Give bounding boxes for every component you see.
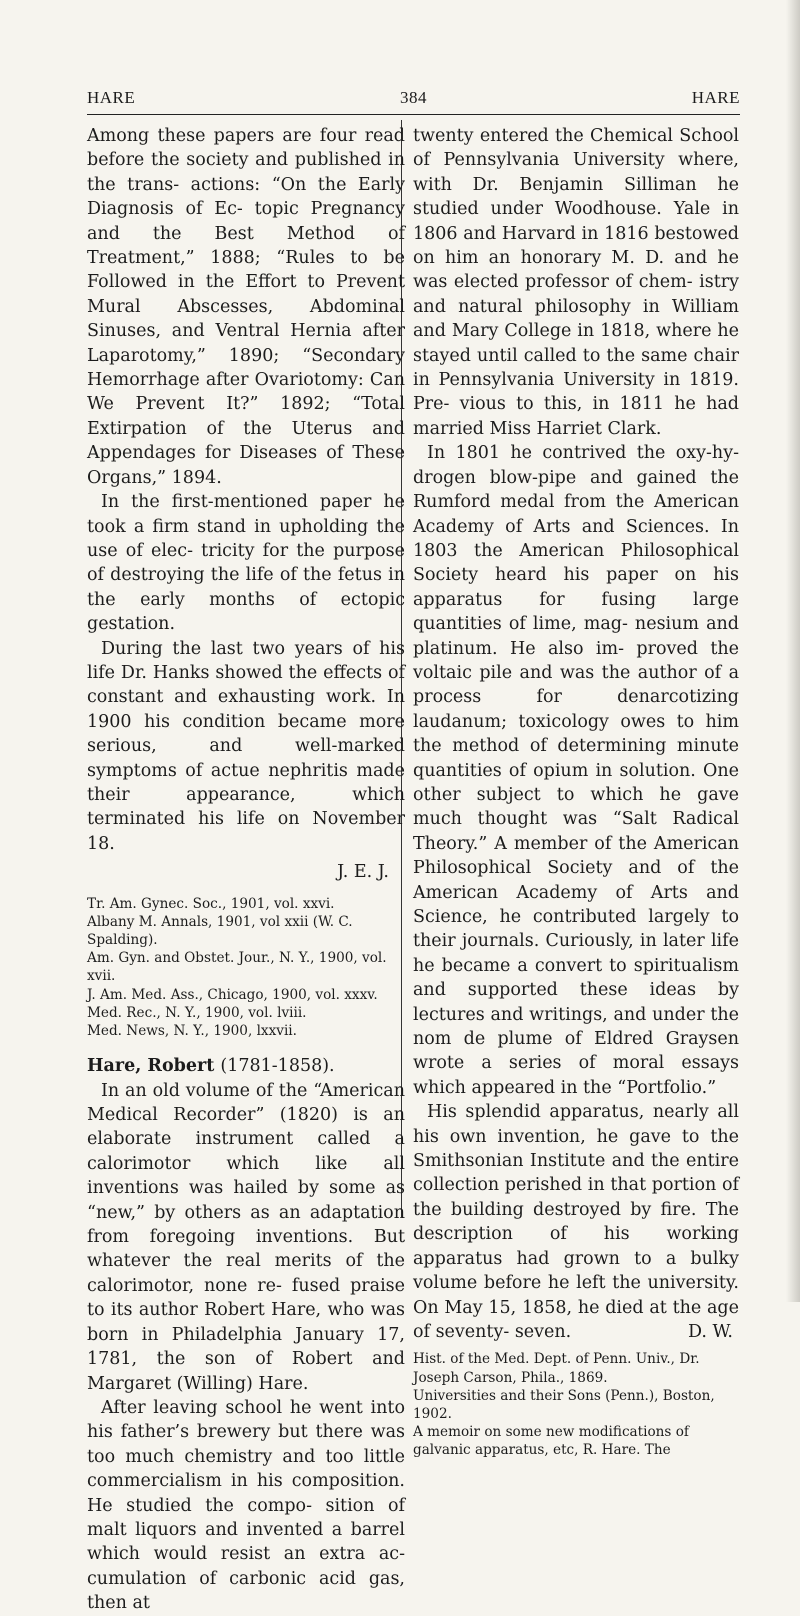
- paragraph-text: His splendid apparatus, nearly all his own invention, he gave to the Smithsonian Institute and the entire collection perished in that portion of the building destroyed by fire. The description of his working apparatus had grown to a bulky volume before he left the university. On May 15, 1858, he died at the age of seventy- seven.: [413, 1102, 739, 1342]
- reference-list: [413, 1350, 739, 1459]
- paragraph: [413, 1100, 739, 1344]
- header-rule: [87, 114, 740, 115]
- paragraph: Among these papers are four read before the society and published in the trans- actions: “On the Early Diagnosis of Ec- topic Pregnancy and the Best Method of Treatment,” 1888; “Rules to be Followed in the Effort to Prevent Mural Abscesses, Abdominal Sinuses, and Ventral Hernia after Laparotomy,” 1890; “Secondary Hemorrhage after Ovariotomy: Can We Prevent It?” 1892; “Total Extirpation of the Uterus and Appendages for Diseases of These Organs,” 1894.: [87, 126, 405, 488]
- page-number: 384: [400, 88, 427, 107]
- reference-item: J. Am. Med. Ass., Chicago, 1900, vol. xxxv.: [87, 986, 378, 1003]
- entry-name: Hare, Robert: [87, 1056, 215, 1077]
- paragraph: In 1801 he contrived the oxy-hy- drogen blow-pipe and gained the Rumford medal from the American Academy of Arts and Sciences. In 1803 the American Philosophical Society heard his paper on his apparatus for fusing large quantities of lime, mag- nesium and platinum. He also im- proved the voltaic pile and was the author of a process for denarcotizing laudanum; toxicology owes to him the method of determining minute quantities of opium in solution. One other subject to which he gave much thought was “Salt Radical Theory.” A member of the American Philosophical Society and of the American Academy of Arts and Science, he contributed largely to their journals. Curiously, in later life he became a convert to spiritualism and supported these ideas by lectures and writings, and under the nom de plume of Eldred Graysen wrote a series of moral essays which appeared in the “Portfolio.”: [413, 443, 739, 1098]
- paragraph: twenty entered the Chemical School of Pennsylvania University where, with Dr. Benjamin Silliman he studied under Woodhouse. Yale in 1806 and Harvard in 1816 bestowed on him an honorary M. D. and he was elected professor of chem- istry and natural philosophy in William and Mary College in 1818, where he stayed until called to the same chair in Pennsylvania University in 1819. Pre- vious to this, in 1811 he had married Miss Harriet Clark.: [413, 126, 739, 439]
- reference-item: Hist. of the Med. Dept. of Penn. Univ., Dr. Joseph Carson, Phila., 1869.: [413, 1351, 700, 1386]
- header-left-title: HARE: [87, 88, 136, 107]
- header-right-title: HARE: [691, 88, 740, 107]
- entry-dates: (1781-1858).: [220, 1056, 335, 1077]
- reference-list: [87, 895, 405, 1041]
- author-signature: J. E. J.: [337, 862, 389, 883]
- reference-item: Med. Rec., N. Y., 1900, vol. lviii.: [87, 1004, 307, 1021]
- reference-item: Am. Gyn. and Obstet. Jour., N. Y., 1900, vol. xvii.: [87, 950, 387, 985]
- left-column: [87, 124, 405, 1616]
- reference-item: A memoir on some new modifications of galvanic apparatus, etc, R. Hare. The: [413, 1424, 689, 1459]
- reference-item: Med. News, N. Y., 1900, lxxvii.: [87, 1023, 297, 1040]
- paragraph: In an old volume of the “American Medical Recorder” (1820) is an elaborate instrument called a calorimotor which like all inventions was hailed by some as “new,” by others as an adaptation from foregoing inventions. But whatever the real merits of the calorimotor, none re- fused praise to its author Robert Hare, who was born in Philadelphia January 17, 1781, the son of Robert and Margaret (Willing) Hare.: [87, 1080, 405, 1394]
- running-head: [87, 88, 740, 114]
- entry-heading: [87, 1054, 405, 1078]
- paragraph: In the first-mentioned paper he took a firm stand in upholding the use of elec- tricity for the purpose of destroying the life of the fetus in the early months of ectopic gestation.: [87, 492, 405, 635]
- paragraph: During the last two years of his life Dr. Hanks showed the effects of constant and exhausting work. In 1900 his condition became more serious, and well-marked symptoms of actue nephritis made their appearance, which terminated his life on November 18.: [87, 638, 405, 854]
- right-column: [413, 124, 739, 1474]
- paragraph: After leaving school he went into his father’s brewery but there was too much chemistry and too little commercialism in his composition. He studied the compo- sition of malt liquors and invented a barrel which would resist an extra ac- cumulation of carbonic acid gas, then at: [87, 1397, 405, 1614]
- reference-item: Tr. Am. Gynec. Soc., 1901, vol. xxvi.: [87, 895, 335, 912]
- reference-item: Universities and their Sons (Penn.), Boston, 1902.: [413, 1387, 715, 1422]
- page-edge-shadow: [786, 0, 800, 1302]
- author-signature: D. W.: [687, 1321, 733, 1342]
- reference-item: Albany M. Annals, 1901, vol xxii (W. C. Spalding).: [87, 913, 353, 948]
